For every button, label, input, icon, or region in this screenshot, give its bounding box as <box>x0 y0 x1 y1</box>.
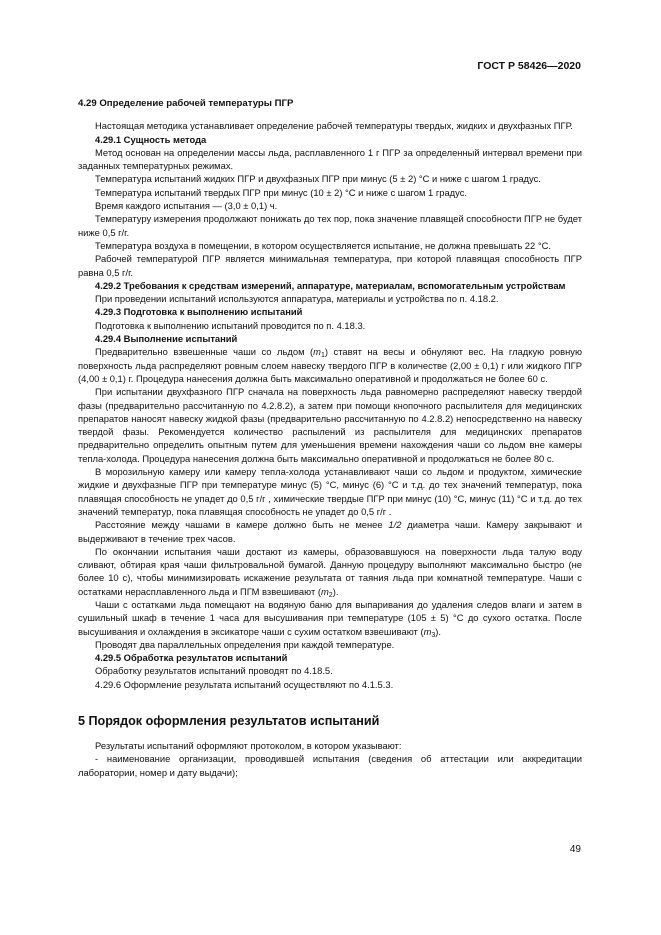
text-run: ) ставят на весы и обнуляют вес. На гладкую ровную поверхность льда распределяют ровным слоем навеску твердого ПГР в количестве (2,00 ± 0,1) г или жидкого ПГР (4,00 ± 0,1) г. Процедура нанесения должна быть максимально оперативной и продолжаться не более 60 с. <box>78 346 582 384</box>
section-title-4-29: 4.29 Определение рабочей температуры ПГР <box>78 98 294 109</box>
mass-subscript: 3 <box>431 631 436 639</box>
mass-subscript: 1 <box>320 352 325 360</box>
text-run: Чаши с остатками льда помещают на водяную баню для выпаривания до удаления следов влаги и затем в сушильный шкаф в течение 1 часа для высушивания при температуре (105 ± 5) °С до сухого остатка. После высушивания и охлаждения в эксикаторе чаши с сухим остатком взвешивают ( <box>78 598 582 637</box>
paragraph-chamber: В морозильную камеру или камеру тепла-холода устанавливают чаши со льдом и продуктом, химические жидкие и двухфазные ПГР при температуре минус (5) °С, минус (6) °С и т.д. до тех значений температур, пока плавящая способность не упадет до 0,5 г/г , химические твердые ПГР при минус (10) °С, минус (11) °С и т.д. до тех значений температур, пока плавящая способность не упадет до 0,5 г/г . <box>78 466 582 517</box>
paragraph-test-time: Время каждого испытания — (3,0 ± 0,1) ч. <box>95 200 278 212</box>
paragraph-drying <box>78 598 582 638</box>
text-run: По окончании испытания чаши достают из камеры, образовавшуюся на поверхности льда талую воду сливают, обтирая края чаши фильтровальной бумагой. Данную процедуру выполняют максимально быстро (не более 10 с), чтобы минимизировать искажение результата от таяния льда при комнатной температуре. Чаши с остатками нерасплавленного льда и ПГМ взвешивают ( <box>78 545 582 597</box>
paragraph-working-temp-def: Рабочей температурой ПГР является минимальная температура, при которой плавящая способность ПГР равна 0,5 г/г. <box>78 253 582 278</box>
mass-variable: m <box>313 346 321 358</box>
paragraph-liquid-temp: Температура испытаний жидких ПГР и двухфазных ПГР при минус (5 ± 2) °С и ниже с шагом 1 градус. <box>95 173 541 185</box>
paragraph-after-test <box>78 545 582 598</box>
subsection-title-4-29-2: 4.29.2 Требования к средствам измерений, аппаратуре, материалам, вспомогательным устройствам <box>95 279 566 291</box>
paragraph-preparation: Подготовка к выполнению испытаний проводится по п. 4.18.3. <box>95 319 366 331</box>
page-content <box>78 97 582 779</box>
paragraph-method-basis: Метод основан на определении массы льда, расплавленного 1 г ПГР за определенный интервал времени при заданных температурных режимах. <box>78 146 582 172</box>
paragraph-air-temp: Температура воздуха в помещении, в котором осуществляется испытание, не должна превышать 22 °С. <box>95 239 551 251</box>
text-run: диаметра чаши. Камеру закрывают и выдерживают в течение трех часов. <box>78 519 582 544</box>
paragraph-result-format: 4.29.6 Оформление результата испытаний осуществляют по 4.1.5.3. <box>95 678 394 690</box>
text-run: ). <box>435 625 442 637</box>
paragraph-solid-temp: Температура испытаний твердых ПГР при минус (10 ± 2) °С и ниже с шагом 1 градус. <box>95 186 468 198</box>
text-run: Предварительно взвешенные чаши со льдом ( <box>95 346 314 358</box>
mass-variable: m <box>423 625 432 637</box>
paragraph-organization: - наименование организации, проводившей испытания (сведения об аттестации или аккредитации лаборатории, номер и дату выдачи); <box>78 753 582 778</box>
subsection-title-4-29-1: 4.29.1 Сущность метода <box>95 133 207 145</box>
chapter-title-5: 5 Порядок оформления результатов испытаний <box>78 714 380 729</box>
page-number: 49 <box>569 844 581 855</box>
text-run: ). <box>332 585 339 597</box>
mass-variable: m <box>320 585 329 597</box>
paragraph-intro: Настоящая методика устанавливает определение рабочей температуры твердых, жидких и двухфазных ПГР. <box>95 120 573 132</box>
paragraph-lower-temp: Температуру измерения продолжают понижать до тех пор, пока значение плавящей способности ПГР не будет ниже 0,5 г/г. <box>78 213 582 238</box>
text-run: Расстояние между чашами в камере должно быть не менее <box>95 519 389 531</box>
paragraph-distance <box>78 518 582 545</box>
paragraph-processing: Обработку результатов испытаний проводят по 4.18.5. <box>95 665 333 677</box>
paragraph-weighing <box>78 345 582 385</box>
subsection-title-4-29-3: 4.29.3 Подготовка к выполнению испытаний <box>95 306 303 318</box>
mass-subscript: 2 <box>328 591 333 599</box>
fraction: 1/2 <box>388 519 402 531</box>
subsection-title-4-29-4: 4.29.4 Выполнение испытаний <box>95 333 238 345</box>
paragraph-protocol: Результаты испытаний оформляют протоколом, в котором указывают: <box>95 740 402 752</box>
standard-header: ГОСТ Р 58426—2020 <box>477 60 581 72</box>
paragraph-parallel: Проводят два параллельных определения при каждой температуре. <box>95 638 395 650</box>
paragraph-two-phase: При испытании двухфазного ПГР сначала на поверхность льда равномерно распределяют навеску твердой фазы (предварительно рассчитанную по 4.2.8.2), а затем при помощи кнопочного распылителя для медицинских препаратов наносят навеску жидкой фазы (предварительно рассчитанную по 4.2.8.2) непосредственно на навеску твердой фазы. Рекомендуется количество распылений из распылителя для медицинских препаратов предварительно определить опытным путем для уменьшения времени нахождения чаши со льдом вне камеры тепла-холода. Процедура нанесения должна быть максимально оперативной и продолжаться не более 80 с. <box>78 386 582 464</box>
subsection-title-4-29-5: 4.29.5 Обработка результатов испытаний <box>95 652 288 664</box>
paragraph-equipment: При проведении испытаний используются аппаратура, материалы и устройства по п. 4.18.2. <box>95 293 499 305</box>
